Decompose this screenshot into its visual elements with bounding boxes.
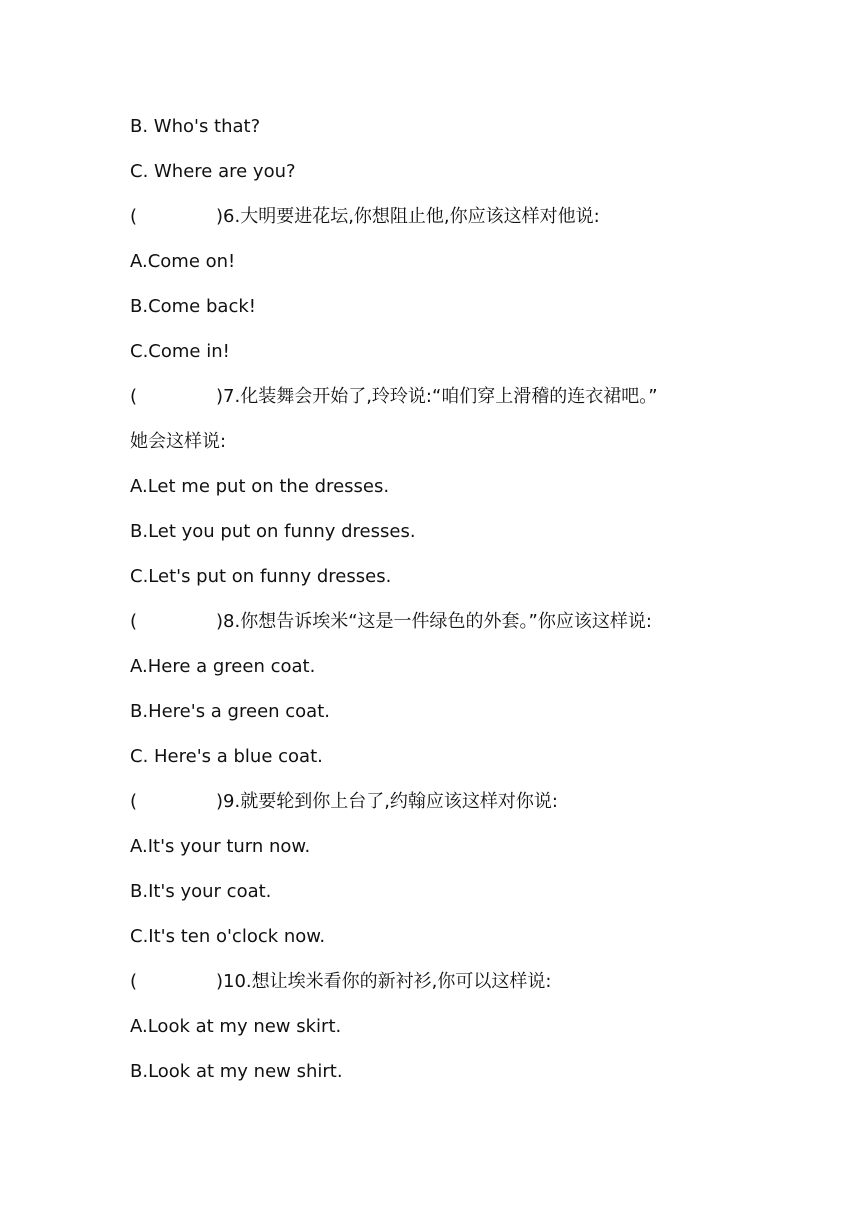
option-9a: A.It's your turn now.	[130, 836, 311, 857]
option-10a: A.Look at my new skirt.	[130, 1016, 342, 1037]
question-9	[130, 790, 558, 814]
answer-blank-9[interactable]: (	[130, 791, 138, 812]
question-10-text: )10.想让埃米看你的新衬衫,你可以这样说:	[216, 971, 552, 992]
answer-blank-8[interactable]: (	[130, 611, 138, 632]
answer-blank-7[interactable]: (	[130, 386, 138, 407]
question-6	[130, 205, 600, 229]
option-6a: A.Come on!	[130, 251, 236, 272]
option-7b: B.Let you put on funny dresses.	[130, 521, 416, 542]
option-9c: C.It's ten o'clock now.	[130, 926, 326, 947]
option-5c: C. Where are you?	[130, 161, 296, 182]
option-8b: B.Here's a green coat.	[130, 701, 330, 722]
option-5b: B. Who's that?	[130, 116, 261, 137]
answer-blank-10[interactable]: (	[130, 971, 138, 992]
question-6-text: )6.大明要进花坛,你想阻止他,你应该这样对他说:	[216, 206, 600, 227]
question-9-text: )9.就要轮到你上台了,约翰应该这样对你说:	[216, 791, 558, 812]
question-7	[130, 385, 658, 409]
option-7a: A.Let me put on the dresses.	[130, 476, 390, 497]
option-10b: B.Look at my new shirt.	[130, 1061, 343, 1082]
option-7c: C.Let's put on funny dresses.	[130, 566, 392, 587]
question-8-text: )8.你想告诉埃米“这是一件绿色的外套。”你应该这样说:	[216, 611, 652, 632]
answer-blank-6[interactable]: (	[130, 206, 138, 227]
option-6b: B.Come back!	[130, 296, 256, 317]
question-7-text: )7.化装舞会开始了,玲玲说:“咱们穿上滑稽的连衣裙吧。”	[216, 386, 658, 407]
question-10	[130, 970, 551, 994]
option-8c: C. Here's a blue coat.	[130, 746, 323, 767]
question-8	[130, 610, 652, 634]
question-7-continuation: 她会这样说:	[130, 431, 227, 452]
option-9b: B.It's your coat.	[130, 881, 272, 902]
option-8a: A.Here a green coat.	[130, 656, 316, 677]
option-6c: C.Come in!	[130, 341, 230, 362]
